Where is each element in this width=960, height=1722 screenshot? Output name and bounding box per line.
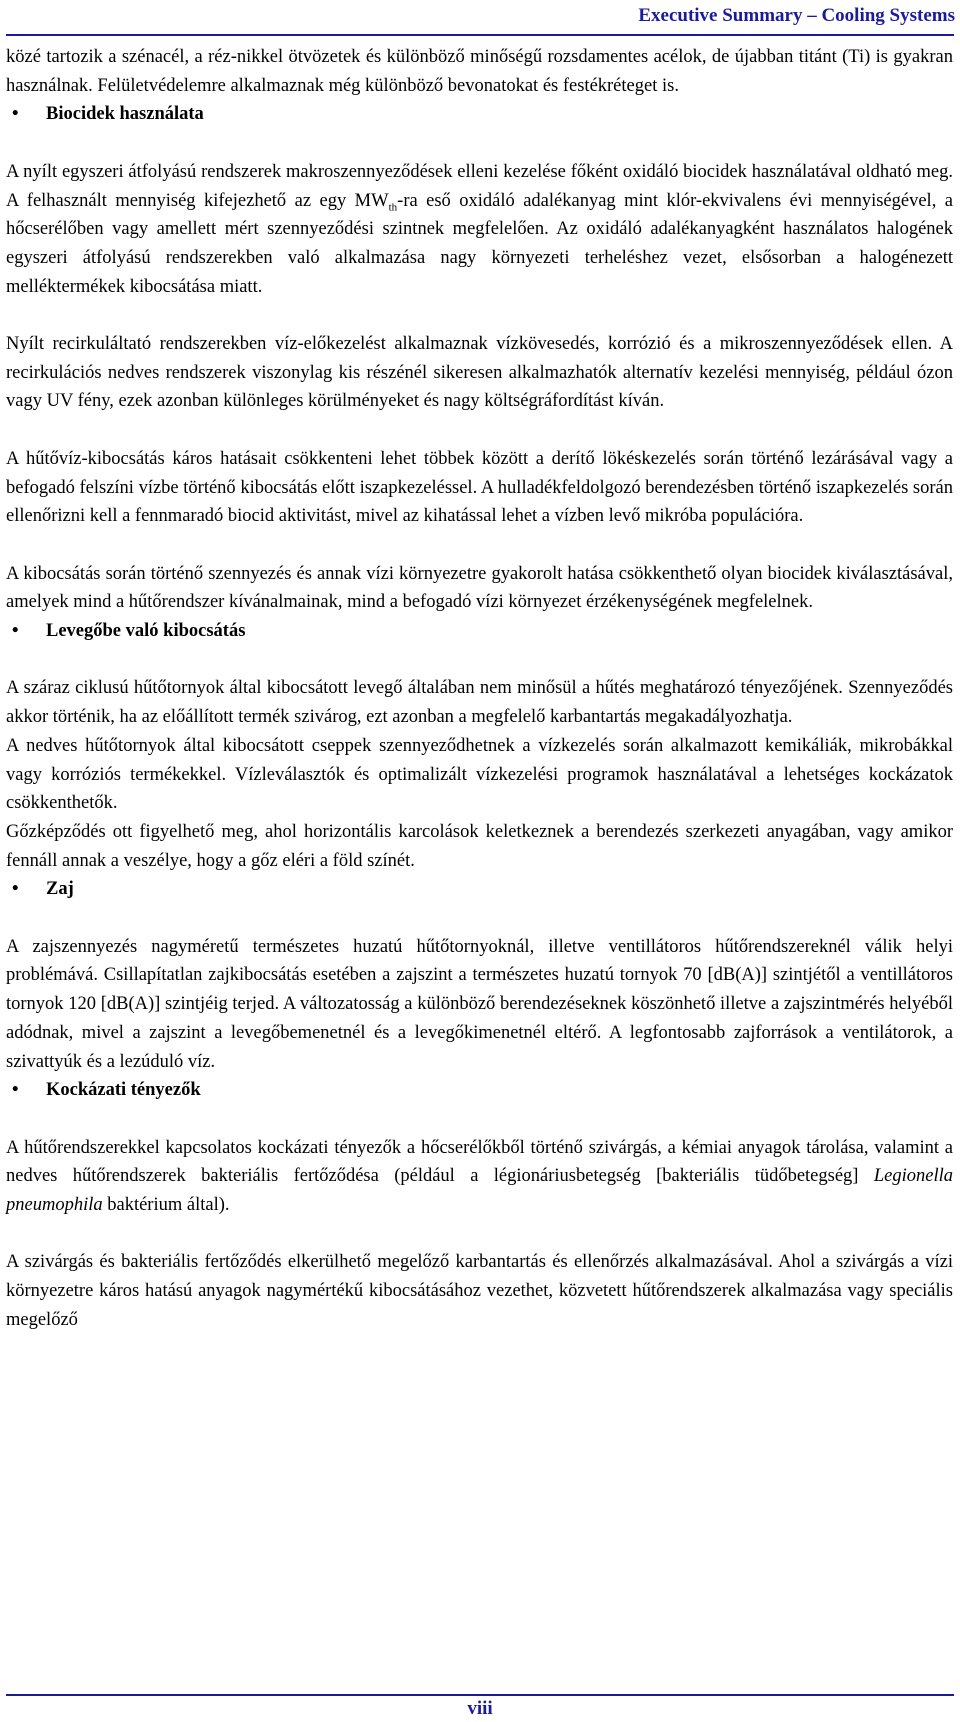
air-paragraph-2: A nedves hűtőtornyok által kibocsátott cseppek szennyeződhetnek a vízkezelés során alkalmazott kemikáliák, mikrobákkal vagy korróziós termékekkel. Vízleválasztók és optimalizált vízkezelési programok használatával a lehetséges kockázatok csökkenthetők. bbox=[6, 735, 953, 814]
noise-paragraph-1: A zajszennyezés nagyméretű természetes huzatú hűtőtornyoknál, illetve ventillátoros hűtőrendszereknél válik helyi problémává. Csillapítatlan zajkibocsátás esetében a zajszint a természetes huzatú tornyok 70 [dB(A)] szintjétől a ventillátoros tornyok 120 [dB(A)] szintjéig terjed. A változatosság a különböző berendezéseknek köszönhető illetve a zajszintmérés helyéből adódnak, mivel a zajszint a levegőbemenetnél és a levegőkimenetnél eltérő. A legfontosabb zajforrások a ventilátorok, a szivattyúk és a lezúduló víz. bbox=[6, 936, 953, 1072]
section-heading-noise bbox=[6, 875, 953, 904]
header-rule bbox=[6, 34, 954, 36]
section-heading-risk-factors bbox=[6, 1076, 953, 1105]
biocides-paragraph-2: Nyílt recirkuláltató rendszerekben víz-előkezelést alkalmaznak vízkövesedés, korrózió és a mikroszennyeződések ellen. A recirkulációs nedves rendszerek viszonylag kis részénél sikeresen alkalmazhatók alternatív kezelési mennyiség, például ózon vagy UV fény, ezek azonban különleges körülményeket és nagy költségráfordítást kíván. bbox=[6, 334, 953, 412]
risk-paragraph-2: A szivárgás és bakteriális fertőződés elkerülhető megelőző karbantartás és ellenőrzés alkalmazásával. Ahol a szivárgás a vízi környezetre káros hatású anyagok nagymértékű kibocsátásához vezethet, közvetett hűtőrendszerek alkalmazása vagy speciális megelőző bbox=[6, 1252, 953, 1330]
page-footer bbox=[0, 1686, 960, 1722]
bullet-icon: • bbox=[12, 621, 19, 641]
biocides-paragraph-1 bbox=[6, 158, 953, 302]
bullet-icon: • bbox=[12, 879, 19, 900]
heading-text: Biocidek használata bbox=[46, 104, 204, 125]
air-paragraph-3: Gőzképződés ott figyelhető meg, ahol horizontális karcolások keletkeznek a berendezés szerkezeti anyagában, vagy amikor fennáll annak a veszélye, hogy a gőz eléri a föld színét. bbox=[6, 821, 953, 871]
bullet-icon: • bbox=[12, 1080, 19, 1101]
biocides-paragraph-3: A hűtővíz-kibocsátás káros hatásait csökkenteni lehet többek között a derítő lökéskezelés során történő lezárásával vagy a befogadó felszíni vízbe történő kibocsátás előtt iszapkezeléssel. A hulladékfeldolgozó berendezésben történő iszapkezelés során ellenőrizni kell a fennmaradó biocid aktivitást, mivel az kihatással lehet a vízben levő mikróba populációra. bbox=[6, 448, 953, 527]
heading-text: Levegőbe való kibocsátás bbox=[46, 621, 246, 641]
intro-paragraph: közé tartozik a szénacél, a réz-nikkel ötvözetek és különböző minőségű rozsdamentes acélok, de újabban titánt (Ti) is gyakran használnak. Felületvédelemre alkalmaznak még különböző bevonatokat és festékréteget is. bbox=[6, 47, 953, 96]
document-body bbox=[6, 43, 953, 1335]
header-title: Executive Summary – Cooling Systems bbox=[638, 5, 955, 26]
page-number: viii bbox=[467, 1698, 493, 1719]
air-paragraph-1: A száraz ciklusú hűtőtornyok által kibocsátott levegő általában nem minősül a hűtés meghatározó tényezőjének. Szennyeződés akkor történik, ha az előállított termék szivárog, ezt azonban a megfelelő karbantartás megakadályozhatja. bbox=[6, 678, 953, 728]
risk-paragraph-1 bbox=[6, 1134, 953, 1220]
bullet-icon: • bbox=[12, 104, 19, 125]
footer-rule bbox=[6, 1694, 954, 1696]
heading-text: Kockázati tényezők bbox=[46, 1080, 201, 1101]
section-heading-biocides bbox=[6, 100, 953, 129]
text-span: -ra eső oxidáló adalékanyag mint klór-ekvivalens évi mennyiségével, a hőcserélőben vagy amellett mért szennyeződési szintnek megfelelően. Az oxidáló adalékanyagként használatos halogének egyszeri átfolyású rendszerekben való alkalmazása nagy környezeti terheléshez vezet, elsősorban a halogénezett melléktermékek kibocsátása miatt. bbox=[6, 190, 953, 297]
biocides-paragraph-4: A kibocsátás során történő szennyezés és annak vízi környezetre gyakorolt hatása csökkenthető olyan biocidek kiválasztásával, amelyek mind a hűtőrendszer kívánalmainak, mind a befogadó vízi környezet érzékenységének megfelelnek. bbox=[6, 563, 953, 613]
section-heading-air-emissions bbox=[6, 617, 953, 646]
text-span: baktérium által). bbox=[102, 1195, 230, 1216]
heading-text: Zaj bbox=[46, 879, 74, 900]
text-span: A nyílt egyszeri átfolyású rendszerek makroszennyeződések elleni kezelése főként oxidáló biocidek használatával oldható meg. A felhasznált mennyiség kifejezhető az egy MW bbox=[6, 161, 953, 211]
page-header bbox=[0, 0, 960, 36]
italic-species-name: Legionella pneumophila bbox=[6, 1166, 953, 1216]
text-span: A hűtőrendszerekkel kapcsolatos kockázati tényezők a hőcserélőkből történő szivárgás, a kémiai anyagok tárolása, valamint a nedves hűtőrendszerek bakteriális fertőződésa (például a légionáriusbetegség [bakteriális tüdőbetegség] bbox=[6, 1137, 953, 1187]
subscript: th bbox=[388, 201, 398, 214]
